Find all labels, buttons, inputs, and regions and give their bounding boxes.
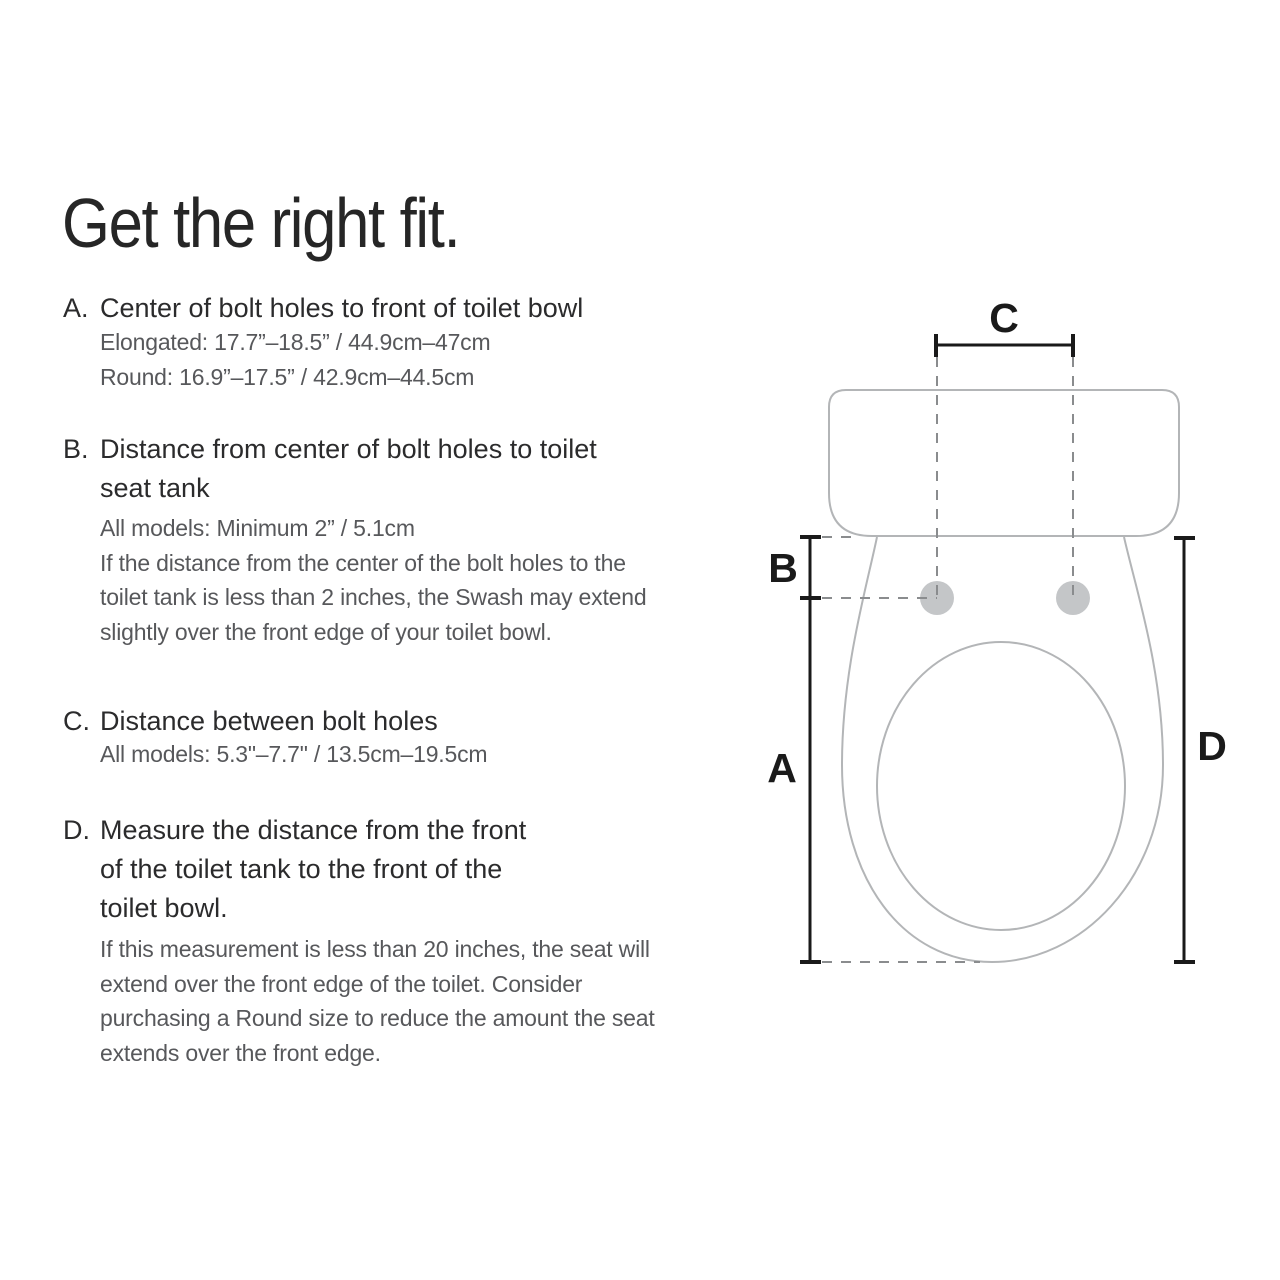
section-d (63, 811, 655, 1070)
section-b-detail-line: toilet tank is less than 2 inches, the Swash may extend (100, 584, 647, 610)
dim-label-c: C (989, 295, 1019, 341)
toilet-bowl-outline (842, 537, 1163, 962)
section-d-detail-line: extend over the front edge of the toilet. Consider (100, 970, 583, 997)
section-b-heading: Distance from center of bolt holes to toilet (100, 434, 597, 464)
section-a-heading: Center of bolt holes to front of toilet bowl (100, 293, 584, 323)
section-a-detail-line: Elongated: 17.7”–18.5” / 44.9cm–47cm (100, 329, 491, 355)
page-title: Get the right fit. (62, 184, 460, 262)
section-d-heading: of the toilet tank to the front of the (100, 854, 503, 884)
section-b-letter: B. (63, 434, 89, 464)
section-d-detail-line: extends over the front edge. (100, 1039, 381, 1066)
section-b-detail-line: slightly over the front edge of your toilet bowl. (100, 618, 552, 645)
section-d-detail-line: purchasing a Round size to reduce the amount the seat (100, 1005, 655, 1031)
dim-label-d: D (1197, 723, 1227, 769)
section-c-heading: Distance between bolt holes (100, 706, 438, 736)
section-b (63, 430, 646, 649)
section-d-detail-line: If this measurement is less than 20 inches, the seat will (100, 936, 650, 962)
toilet-outlines (829, 390, 1179, 962)
section-c-detail-line: All models: 5.3"–7.7" / 13.5cm–19.5cm (100, 741, 488, 767)
dim-label-a: A (767, 745, 797, 791)
toilet-seat-opening-outline (877, 642, 1125, 930)
dim-label-b: B (768, 545, 798, 591)
section-b-detail-line: If the distance from the center of the bolt holes to the (100, 549, 626, 576)
toilet-tank-outline (829, 390, 1179, 536)
section-a-letter: A. (63, 293, 89, 323)
section-d-heading: toilet bowl. (100, 893, 228, 923)
section-a-detail-line: Round: 16.9”–17.5” / 42.9cm–44.5cm (100, 363, 475, 390)
fit-diagram (750, 280, 1250, 1040)
fit-diagram-svg (750, 280, 1250, 1040)
section-a (63, 289, 583, 394)
dimension-labels (767, 295, 1227, 791)
section-c-letter: C. (63, 706, 90, 736)
section-b-detail-line: All models: Minimum 2” / 5.1cm (100, 515, 415, 541)
section-b-heading: seat tank (100, 473, 210, 503)
section-c (63, 702, 487, 772)
bolt-holes (920, 581, 1090, 615)
section-d-letter: D. (63, 815, 90, 845)
section-d-heading: Measure the distance from the front (100, 815, 527, 845)
